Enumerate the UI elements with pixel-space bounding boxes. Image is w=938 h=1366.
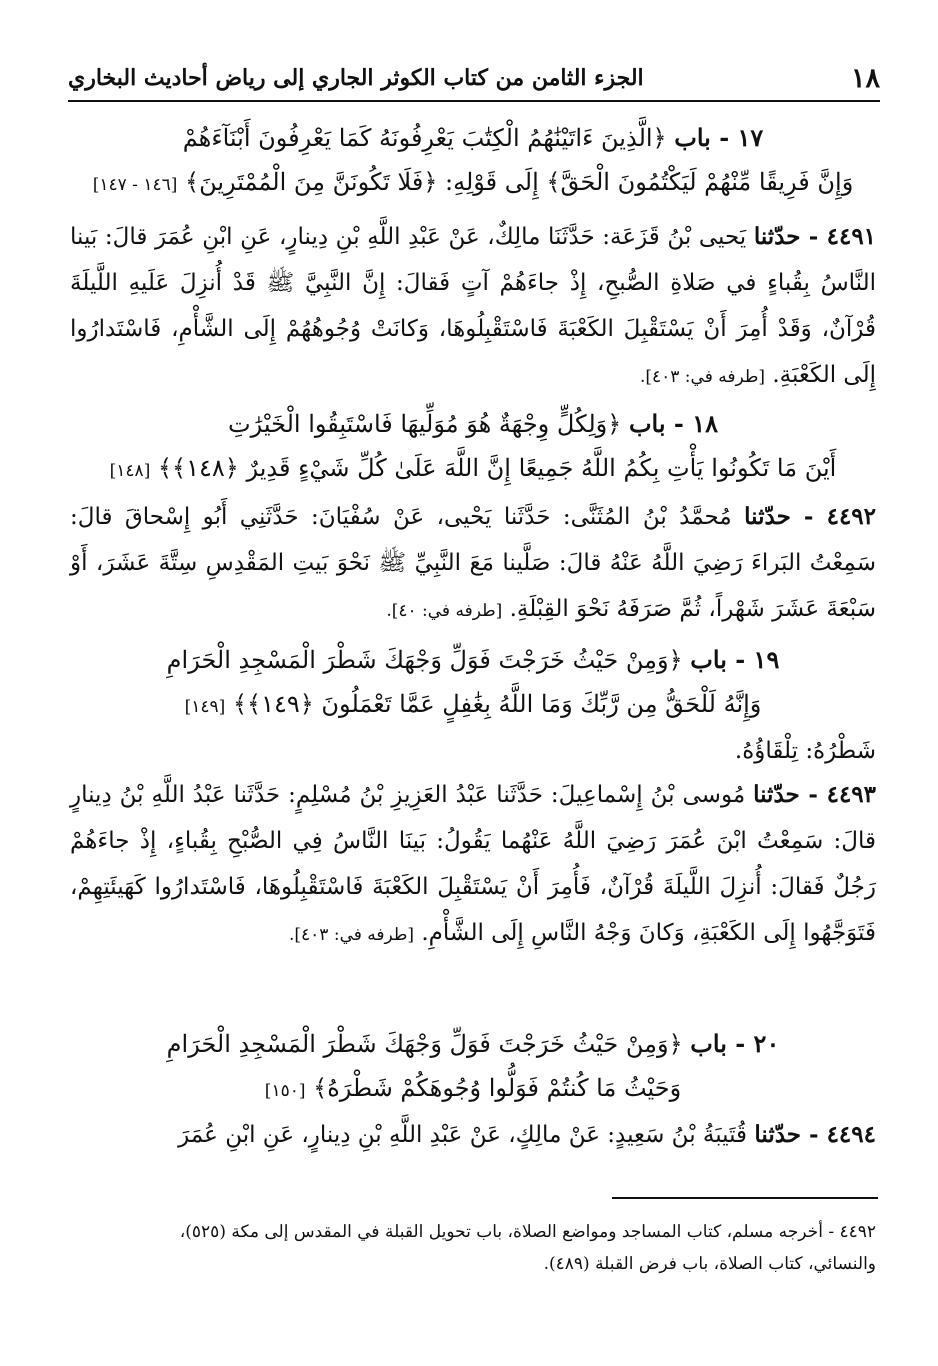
- page-number: ١٨: [850, 62, 880, 94]
- chapter-heading-18: [70, 402, 876, 493]
- gloss-line: [70, 728, 876, 774]
- hadith-4491: [70, 214, 876, 400]
- hadith-lead: ٤٤٩٤ - حدّثنا: [754, 1121, 876, 1148]
- quran-verse: وَحَيْثُ مَا كُنتُمْ فَوَلُّوا وُجُوهَكُمْ شَطْرَهُ﴾: [313, 1074, 682, 1102]
- chapter-heading-17: [70, 116, 876, 207]
- hadith-text: مُوسى بْنُ إِسْماعِيلَ: حَدَّثَنا عَبْدُ العَزِيزِ بْنُ مُسْلِمٍ: حَدَّثَنا عَبْدُ اللَّهِ بْنُ دِينارٍ قالَ: سَمِعْتُ ابْنَ عُمَرَ رَضِيَ اللَّهُ عَنْهُما يَقُولُ: بَينَا النَّاسُ فِي الصُّبْحِ بِقُباءٍ، إِذْ جاءَهُمْ رَجُلٌ فَقالَ: أُنزِلَ اللَّيلَةَ قُرْآنٌ، فَأُمِرَ أَنْ يَسْتَقْبِلَ الكَعْبَةَ فَاسْتَقْبِلُوهَا، فَاسْتَدارُوا كَهَيئَتِهِمْ، فَتَوَجَّهُوا إِلَى الكَعْبَةِ، وَكانَ وَجْهُ النَّاسِ إِلَى الشَّأْمِ.: [70, 782, 876, 946]
- cross-reference: [طرفه في: ٤٠].: [386, 601, 503, 621]
- cross-reference: [طرفه في: ٤٠٣].: [639, 367, 766, 387]
- verse-reference: [١٤٨]: [109, 461, 151, 481]
- quran-verse: ﴿وَلِكُلٍّ وِجْهَةٌ هُوَ مُوَلِّيهَا فَاسْتَبِقُوا الْخَيْرَٰتِ: [228, 410, 622, 438]
- verse-reference: [١٤٩]: [184, 697, 226, 717]
- verse-reference: [١٤٦ - ١٤٧]: [92, 175, 178, 195]
- verse-reference: [١٥٠]: [264, 1081, 306, 1101]
- hadith-4494: [70, 1112, 876, 1158]
- quran-verse: ﴿وَمِنْ حَيْثُ خَرَجْتَ فَوَلِّ وَجْهَكَ شَطْرَ الْمَسْجِدِ الْحَرَامِ: [166, 1030, 683, 1058]
- chapter-number: ١٨ - باب: [628, 409, 718, 438]
- footnote-divider: [612, 1197, 878, 1199]
- hadith-lead: ٤٤٩٣ - حدّثنا: [753, 781, 877, 808]
- hadith-4492: [70, 494, 876, 634]
- book-title: الجزء الثامن من كتاب الكوثر الجاري إلى رياض أحاديث البخاري: [68, 65, 644, 91]
- hadith-lead: ٤٤٩٢ - حدّثنا: [744, 503, 877, 530]
- running-header: [68, 56, 880, 102]
- footnote-line-1: ٤٤٩٢ - أخرجه مسلم، كتاب المساجد ومواضع الصلاة، باب تحويل القبلة في المقدس إلى مكة (٥٢٥)،: [179, 1222, 876, 1242]
- chapter-heading-20: [70, 1022, 876, 1113]
- quran-verse: أَيْنَ مَا تَكُونُوا يَأْتِ بِكُمُ اللَّهُ جَمِيعًا إِنَّ اللَّهَ عَلَىٰ كُلِّ شَيْءٍ قَدِيرٌ ﴿١٤٨﴾﴾: [157, 454, 837, 482]
- hadith-text: يَحيى بْنُ قَزَعَة: حَدَّثَنَا مالِكٌ، عَنْ عَبْدِ اللَّهِ بْنِ دِينارٍ، عَنِ ابْنِ عُمَرَ قالَ: بَينا النَّاسُ بِقُباءٍ في صَلاةِ الصُّبحِ، إِذْ جاءَهُمْ آتٍ فَقالَ: إِنَّ النَّبِيَّ ﷺ قَدْ أُنزِلَ عَلَيهِ اللَّيلَةَ قُرْآنٌ، وَقَدْ أُمِرَ أَنْ يَسْتَقْبِلَ الكَعْبَةَ فَاسْتَقْبِلُوهَا، وَكانَتْ وُجُوهُهُمْ إِلَى الشَّأْمِ، فَاسْتَدارُوا إِلَى الكَعْبَةِ.: [70, 224, 876, 388]
- quran-verse: وَإِنَّ فَرِيقًا مِّنْهُمْ لَيَكْتُمُونَ الْحَقَّ﴾ إِلَى قَوْلِهِ: ﴿فَلَا تَكُونَنَّ مِنَ الْمُمْتَرِينَ﴾: [185, 168, 854, 196]
- chapter-number: ١٩ - باب: [690, 645, 780, 674]
- hadith-text: قُتَيبَةُ بْنُ سَعِيدٍ: عَنْ مالِكٍ، عَنْ عَبْدِ اللَّهِ بْنِ دِينارٍ، عَنِ ابْنِ عُمَرَ: [178, 1122, 748, 1148]
- chapter-heading-19: [70, 638, 876, 729]
- quran-verse: ﴿وَمِنْ حَيْثُ خَرَجْتَ فَوَلِّ وَجْهَكَ شَطْرَ الْمَسْجِدِ الْحَرَامِ: [166, 646, 683, 674]
- quran-verse: وَإِنَّهُ لَلْحَقُّ مِن رَّبِّكَ وَمَا اللَّهُ بِغَٰفِلٍ عَمَّا تَعْمَلُونَ ﴿١٤٩﴾﴾: [232, 690, 762, 718]
- hadith-4493: [70, 772, 876, 958]
- quran-verse: ﴿الَّذِينَ ءَاتَيْنَٰهُمُ الْكِتَٰبَ يَعْرِفُونَهُ كَمَا يَعْرِفُونَ أَبْنَآءَهُمْ: [182, 124, 667, 152]
- chapter-number: ١٧ - باب: [674, 123, 764, 152]
- hadith-text: مُحمَّدُ بْنُ المُثَنَّى: حَدَّثَنا يَحْيى، عَنْ سُفْيَانَ: حَدَّثَنِي أَبُو إِسْحاقَ قالَ: سَمِعْتُ البَراءَ رَضِيَ اللَّهُ عَنْهُ قالَ: صَلَّينا مَعَ النَّبِيِّ ﷺ نَحْوَ بَيتِ المَقْدِسِ سِتَّةَ عَشَرَ، أَوْ سَبْعَةَ عَشَرَ شَهْراً، ثُمَّ صَرَفَهُ نَحْوَ القِبْلَةِ.: [70, 504, 876, 622]
- footnote: [70, 1216, 876, 1280]
- chapter-number: ٢٠ - باب: [690, 1029, 780, 1058]
- footnote-line-2: والنسائي، كتاب الصلاة، باب فرض القبلة (٤٨٩).: [543, 1254, 876, 1274]
- cross-reference: [طرفه في: ٤٠٣].: [288, 925, 415, 945]
- hadith-lead: ٤٤٩١ - حدّثنا: [753, 223, 877, 250]
- gloss-text: شَطْرُهُ: تِلْقَاؤُهُ.: [734, 738, 876, 764]
